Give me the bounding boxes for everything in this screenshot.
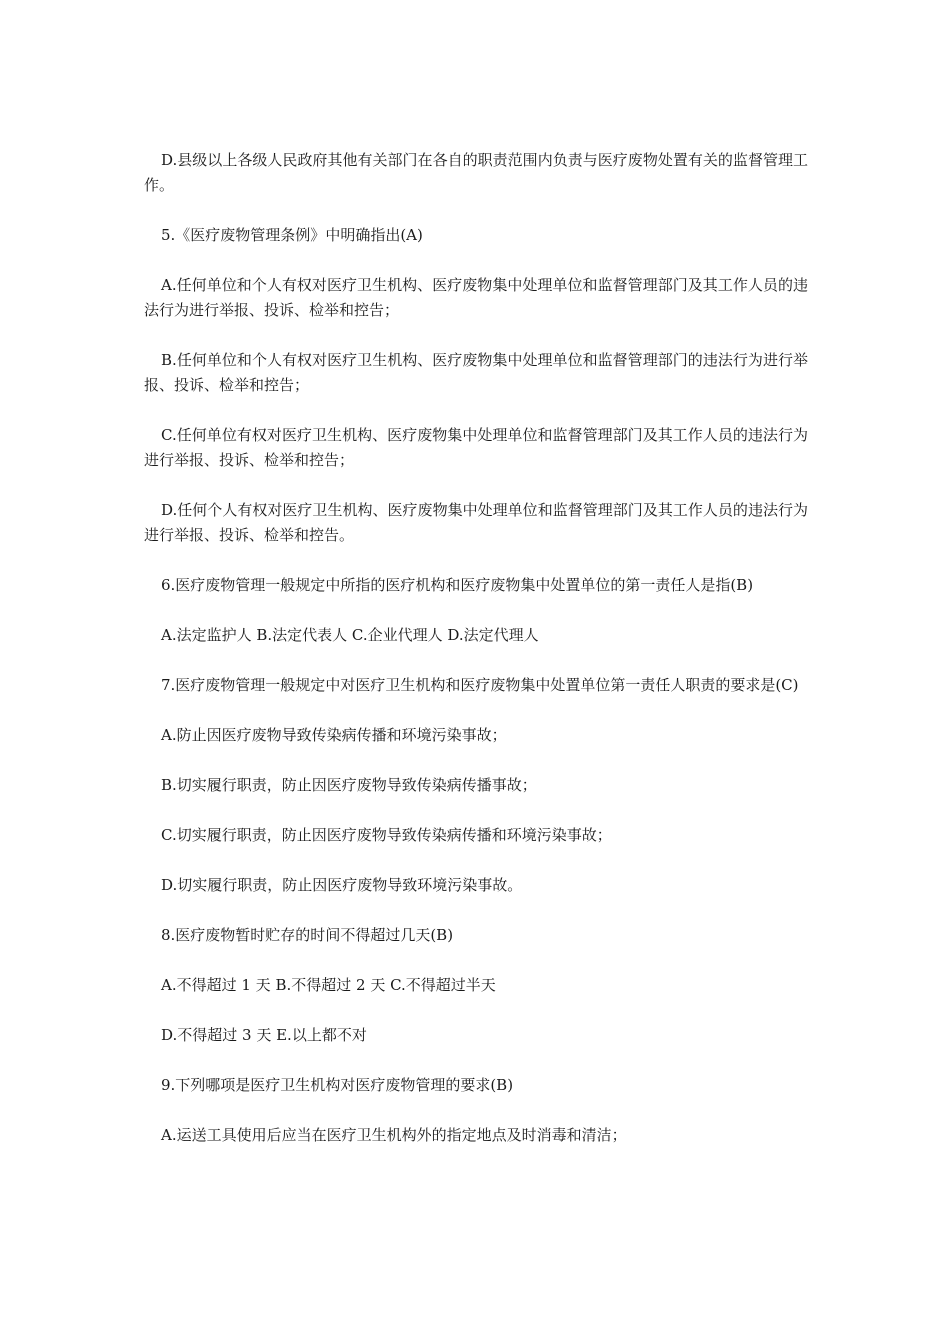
q8-options-de: D.不得超过 3 天 E.以上都不对 [161,1026,367,1044]
paragraph-option-d-county: D.县级以上各级人民政府其他有关部门在各自的职责范围内负责与医疗废物处置有关的监督管理工作。 [144,151,808,194]
q7-option-a: A.防止因医疗废物导致传染病传播和环境污染事故； [161,726,507,744]
q5-option-c: C.任何单位有权对医疗卫生机构、医疗废物集中处理单位和监督管理部门及其工作人员的违法行为进行举报、投诉、检举和控告； [144,426,808,469]
q6-options: A.法定监护人 B.法定代表人 C.企业代理人 D.法定代理人 [161,626,539,644]
question-5: 5.《医疗废物管理条例》中明确指出(A) [161,226,423,244]
q5-option-b: B.任何单位和个人有权对医疗卫生机构、医疗废物集中处理单位和监督管理部门的违法行为进行举报、投诉、检举和控告； [144,351,808,394]
question-7: 7.医疗废物管理一般规定中对医疗卫生机构和医疗废物集中处置单位第一责任人职责的要求是(C) [161,676,799,694]
q8-options-abc: A.不得超过 1 天 B.不得超过 2 天 C.不得超过半天 [161,976,496,994]
q5-option-d: D.任何个人有权对医疗卫生机构、医疗废物集中处理单位和监督管理部门及其工作人员的违法行为进行举报、投诉、检举和控告。 [144,501,808,544]
q7-option-c: C.切实履行职责，防止因医疗废物导致传染病传播和环境污染事故； [161,826,612,844]
q9-option-a: A.运送工具使用后应当在医疗卫生机构外的指定地点及时消毒和清洁； [161,1126,627,1144]
q5-option-a: A.任何单位和个人有权对医疗卫生机构、医疗废物集中处理单位和监督管理部门及其工作人员的违法行为进行举报、投诉、检举和控告； [144,276,808,319]
question-8: 8.医疗废物暂时贮存的时间不得超过几天(B) [161,926,454,944]
q7-option-d: D.切实履行职责，防止因医疗废物导致环境污染事故。 [161,876,523,894]
question-9: 9.下列哪项是医疗卫生机构对医疗废物管理的要求(B) [161,1076,514,1094]
document-page [144,148,808,1173]
question-6: 6.医疗废物管理一般规定中所指的医疗机构和医疗废物集中处置单位的第一责任人是指(B) [161,576,754,594]
q7-option-b: B.切实履行职责，防止因医疗废物导致传染病传播事故； [161,776,537,794]
